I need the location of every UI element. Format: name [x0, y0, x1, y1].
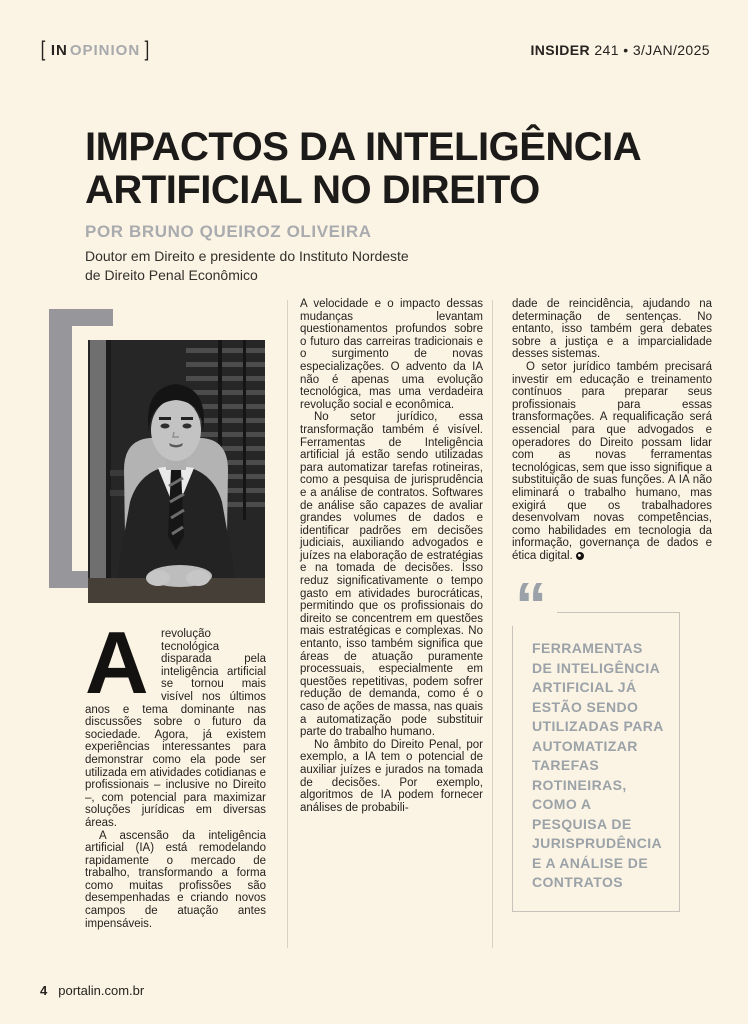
author-bio-line-2: de Direito Penal Econômico	[85, 267, 258, 283]
paragraph-text: O setor jurídico também precisará investir em educação e treinamento contínuos para preparar seus profissionais para essas transformações. A requalificação será essencial para que advogados e operadores do Direito possam lidar com as novas ferramentas tecnológicas, sem que isso signifique a substituição de suas funções. A IA não eliminará o trabalho humano, mas exigirá que os trabalhadores desenvolvam novas competências, como habilidades em tecnologia da informação, governança de dados e ética digital.	[512, 360, 712, 562]
page-footer	[40, 983, 144, 998]
section-tag	[40, 38, 151, 62]
pull-quote	[512, 569, 680, 912]
section-name: OPINION	[69, 41, 141, 59]
issue-number: 241	[594, 42, 619, 58]
column-1-text	[40, 613, 266, 930]
quote-icon: “	[511, 584, 557, 626]
paragraph-text: revolução tecnológica disparada pela inteligência artificial se tornou mais visível nos últimos anos e tema dominante nas discussões sobre o futuro da sociedade. Agora, já existem experiências interessantes para demonstrar como ela pode ser utilizada em atividades cotidianas e profissionais – inclusive no Direito –, com potencial para maximizar soluções jurídicas em diversas áreas.	[85, 628, 266, 829]
photo-area	[40, 298, 266, 628]
pull-quote-text: FERRAMENTAS DE INTELIGÊNCIA ARTIFICIAL JÁ ESTÃO SENDO UTILIZADAS PARA AUTOMATIZAR TAREFAS ROTINEIRAS, COMO A PESQUISA DE JURISPRUDÊNCIA E A ANÁLISE DE CONTRATOS	[532, 640, 664, 891]
paragraph: No setor jurídico, essa transformação também é visível. Ferramentas de Inteligência artificial já estão sendo utilizadas para automatizar tarefas rotineiras, como a pesquisa de jurisprudência e a análise de contratos. Softwares de análise são capazes de avaliar grandes volumes de dados e identificar padrões em decisões judiciais, auxiliando advogados e juízes na elaboração de estratégias e na tomada de decisões. Isso reduz significativamente o tempo gasto em atividades burocráticas, permitindo que os profissionais do direito se concentrem em questões mais estratégicas e complexas. No entanto, isso também significa que áreas de atuação puramente processuais, especialmente em questões repetitivas, podem sofrer redução de demanda, como é o caso de ações de massa, nas quais a automatização pode substituir parte do trabalho humano.	[300, 411, 483, 739]
end-of-article-icon	[576, 552, 584, 560]
right-bracket-glyph: ]	[144, 38, 151, 61]
author-bio-line-1: Doutor em Direito e presidente do Instituto Nordeste	[85, 248, 409, 264]
issue-info	[530, 42, 710, 58]
paragraph	[512, 361, 712, 563]
column-divider	[492, 300, 493, 948]
paragraph: A ascensão da inteligência artificial (IA) está remodelando rapidamente o mercado de trabalho, transformando a forma como muitas profissões são desempenhadas e criando novos campos de atuação antes impensáveis.	[85, 829, 266, 930]
separator-dot: •	[623, 42, 629, 58]
paragraph: A velocidade e o impacto dessas mudanças levantam questionamentos profundos sobre o futuro das carreiras tradicionais e o surgimento de novas especializações. O advento da IA não é apenas uma evolução tecnológica, mas uma verdadeira revolução social e econômica.	[300, 298, 483, 411]
title-block	[85, 126, 685, 285]
paragraph: dade de reincidência, ajudando na determinação de sentenças. No entanto, isso também gera debates sobre a justiça e a imparcialidade desses sistemas.	[512, 298, 712, 361]
column-1	[40, 298, 266, 930]
drop-cap: A	[85, 613, 147, 712]
left-bracket-glyph: [	[40, 38, 47, 61]
footer-site: portalin.com.br	[58, 983, 145, 998]
title-line-2: ARTIFICIAL NO DIREITO	[85, 168, 540, 212]
portrait-photo	[88, 340, 265, 603]
page-title	[85, 126, 685, 212]
title-line-1: IMPACTOS DA INTELIGÊNCIA	[85, 125, 642, 169]
paragraph	[85, 613, 266, 830]
byline: POR BRUNO QUEIROZ OLIVEIRA	[85, 222, 372, 241]
issue-date: 3/JAN/2025	[632, 42, 710, 58]
page-header	[40, 38, 710, 62]
column-3	[512, 298, 712, 912]
magazine-name: INSIDER	[530, 42, 591, 58]
section-prefix: IN	[50, 41, 68, 59]
column-divider	[287, 300, 288, 948]
footer-page-number: 4	[40, 983, 48, 998]
author-bio	[85, 247, 685, 285]
paragraph: No âmbito do Direito Penal, por exemplo, a IA tem o potencial de auxiliar juízes e jurados na tomada de decisões. Por exemplo, algoritmos de IA podem fornecer análises de probabili-	[300, 738, 483, 814]
column-2	[300, 298, 483, 814]
